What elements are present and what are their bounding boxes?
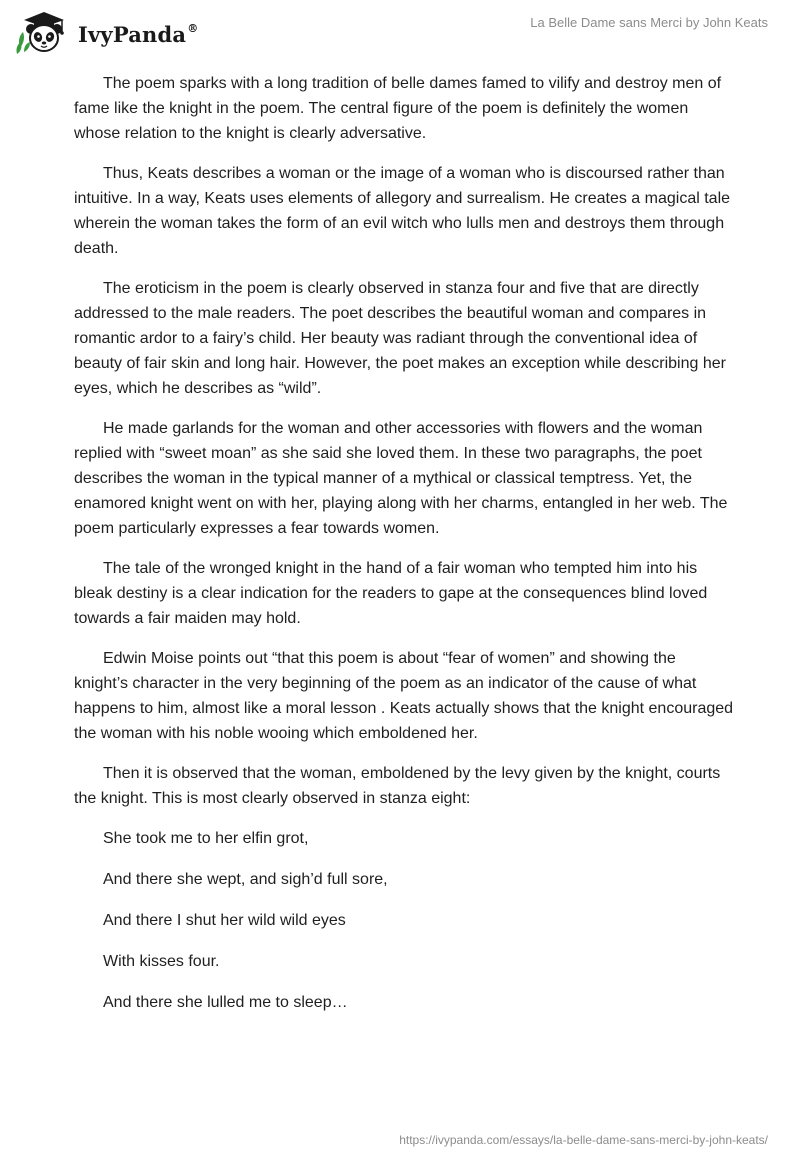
paragraph: Edwin Moise points out “that this poem is about “fear of women” and showing the knight’s character in the very beginning of the poem as an indicator of the cause of what happens to him, almost like a moral lesson . Keats actually shows that the knight encouraged the woman with his noble wooing which emboldened her. <box>74 650 734 742</box>
paragraph: The poem sparks with a long tradition of belle dames famed to vilify and destroy men of fame like the knight in the poem. The central figure of the poem is definitely the women whose relation to the knight is clearly adversative. <box>74 75 722 142</box>
page-header <box>0 0 800 60</box>
brand-name: IvyPanda® <box>78 21 199 47</box>
paragraph: The eroticism in the poem is clearly observed in stanza four and five that are directly addressed to the male readers. The poet describes the beautiful woman and compares in romantic ardor to a fairy’s child. Her beauty was radiant through the conventional idea of beauty of fair skin and long hair. However, the poet makes an exception while describing her eyes, which he describes as “wild”. <box>74 280 726 397</box>
verse-line: And there she lulled me to sleep… <box>103 994 348 1011</box>
document-title: La Belle Dame sans Merci by John Keats <box>530 15 768 30</box>
essay-body <box>74 71 734 1031</box>
source-url[interactable]: https://ivypanda.com/essays/la-belle-dame-sans-merci-by-john-keats/ <box>399 1133 768 1147</box>
verse-line: She took me to her elfin grot, <box>103 830 309 847</box>
verse-line: With kisses four. <box>103 953 220 970</box>
verse-line: And there I shut her wild wild eyes <box>103 912 346 929</box>
brand-logo[interactable] <box>14 8 198 56</box>
panda-graduate-icon <box>14 8 76 56</box>
verse-line: And there she wept, and sigh’d full sore, <box>103 871 388 888</box>
paragraph: The tale of the wronged knight in the hand of a fair woman who tempted him into his bleak destiny is a clear indication for the readers to gape at the consequences blind loved towards a fair maiden may hold. <box>74 560 708 627</box>
paragraph: Then it is observed that the woman, emboldened by the levy given by the knight, courts the knight. This is most clearly observed in stanza eight: <box>74 765 721 807</box>
registered-mark: ® <box>187 21 199 35</box>
paragraph: He made garlands for the woman and other accessories with flowers and the woman replied with “sweet moan” as she said she loved them. In these two paragraphs, the poet describes the woman in the typical manner of a mythical or classical temptress. Yet, the enamored knight went on with her, playing along with her charms, entangled in her web. The poem particularly expresses a fear towards women. <box>74 420 728 537</box>
paragraph: Thus, Keats describes a woman or the image of a woman who is discoursed rather than intuitive. In a way, Keats uses elements of allegory and surrealism. He creates a magical tale wherein the woman takes the form of an evil witch who lulls men and destroys them through death. <box>74 165 731 257</box>
